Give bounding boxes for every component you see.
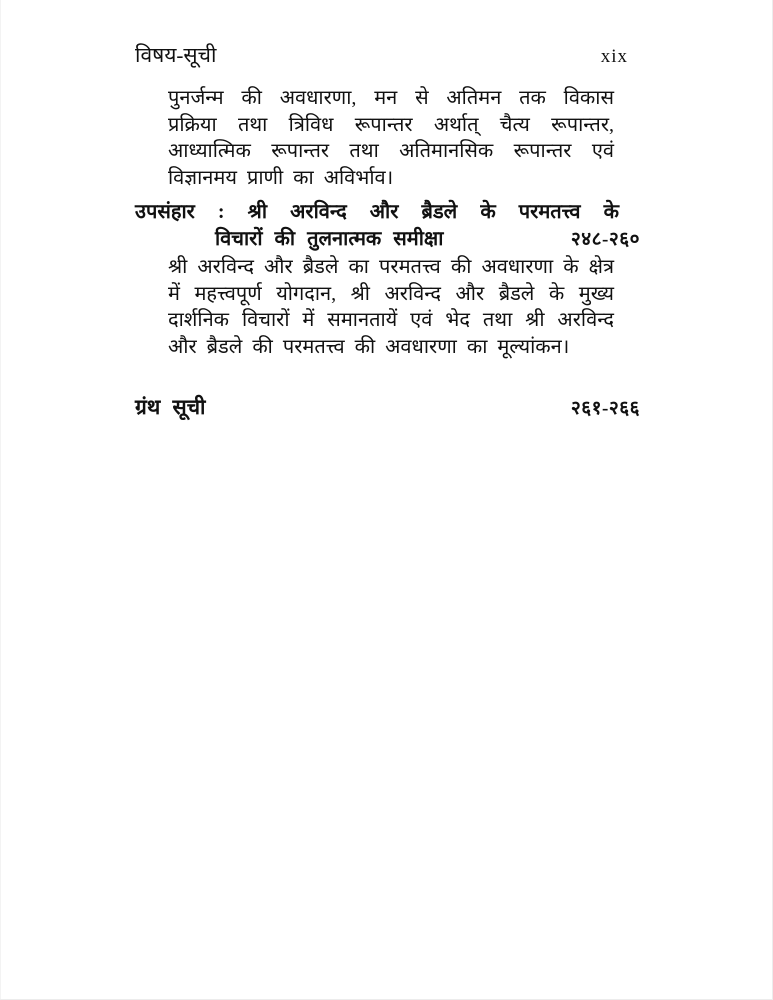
toc-header-title: विषय-सूची [135,43,217,67]
bibliography-page-range: २६१-२६६ [570,398,640,419]
page-number-roman: xix [600,46,628,67]
entry-conclusion-description: श्री अरविन्द और ब्रैडले का परमतत्त्व की अवधारणा के क्षेत्र में महत्त्वपूर्ण योगदान, श्री अरविन्द और ब्रैडले के मुख्य दार्शनिक विचारों में समानतायें एवं भेद तथा श्री अरविन्द और ब्रैडले की परमतत्त्व की अवधारणा का मूल्यांकन। [168,256,614,358]
bibliography-title: ग्रंथ सूची [135,395,206,419]
conclusion-page-range: २४८-२६० [570,229,640,250]
conclusion-heading-line-1: उपसंहार : श्री अरविन्द और ब्रैडले के परमतत्त्व के [135,201,619,223]
running-header [135,42,640,70]
entry-continuation-paragraph: पुनर्जन्म की अवधारणा, मन से अतिमन तक विकास प्रक्रिया तथा त्रिविध रूपान्तर अर्थात् चैत्य रूपान्तर, आध्यात्मिक रूपान्तर तथा अतिमानसिक रूपान्तर एवं विज्ञानमय प्राणी का अविर्भाव। [168,87,614,189]
conclusion-heading-line-2 [135,226,640,253]
entry-conclusion-heading [135,199,640,253]
conclusion-heading-subtitle: विचारों की तुलनात्मक समीक्षा [215,228,444,250]
entry-bibliography [135,394,640,422]
